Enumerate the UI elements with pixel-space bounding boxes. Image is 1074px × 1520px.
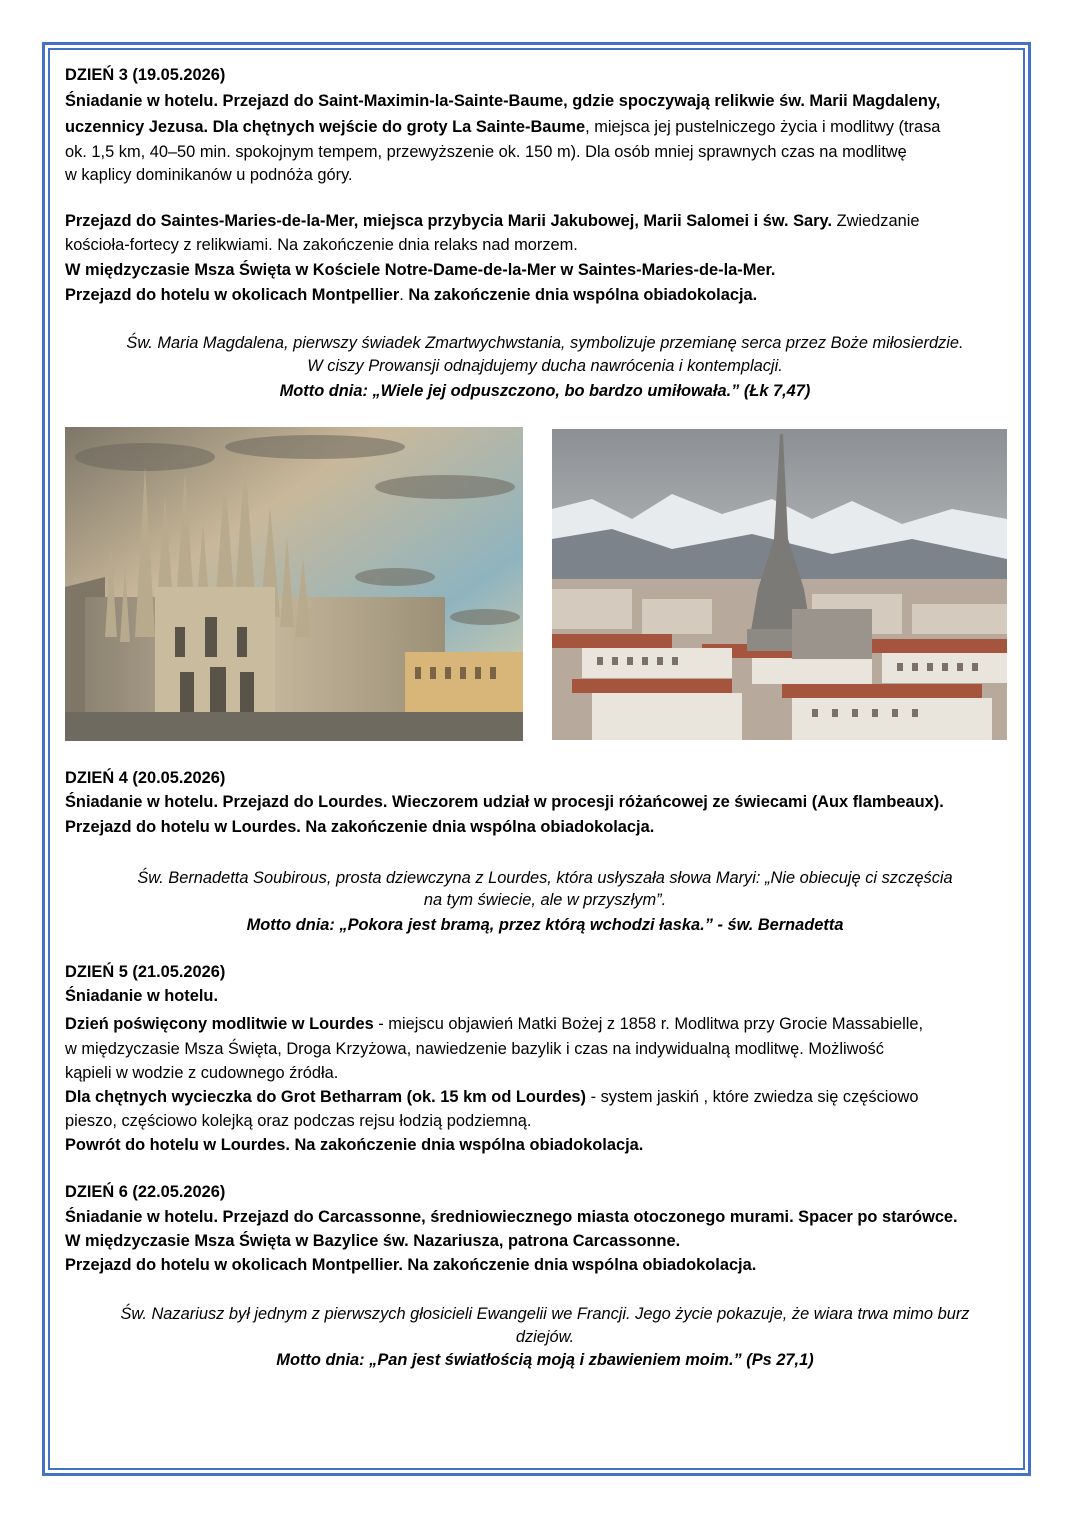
day-6-reflection: dziejów. xyxy=(515,1328,575,1346)
day-3-heading: DZIEŃ 3 (19.05.2026) xyxy=(65,66,226,84)
day-3-line: Przejazd do Saintes-Maries-de-la-Mer, miejsca przybycia Marii Jakubowej, Marii Salomei i św. Sary. Zwiedzanie xyxy=(65,212,920,230)
day-3-line: w kaplicy dominikanów u podnóża góry. xyxy=(65,166,353,184)
day-6-reflection: Św. Nazariusz był jednym z pierwszych głosicieli Ewangelii we Francji. Jego życie pokazuje, że wiara trwa mimo burz xyxy=(120,1305,970,1323)
day-3-reflection: Św. Maria Magdalena, pierwszy świadek Zmartwychwstania, symbolizuje przemianę serca przez Boże miłosierdzie. xyxy=(126,334,964,352)
day-5-line: Powrót do hotelu w Lourdes. Na zakończenie dnia wspólna obiadokolacja. xyxy=(65,1136,644,1154)
day-6-line: Przejazd do hotelu w okolicach Montpellier. Na zakończenie dnia wspólna obiadokolacja. xyxy=(65,1256,757,1274)
day-5-heading: DZIEŃ 5 (21.05.2026) xyxy=(65,963,226,981)
day-6-line: Śniadanie w hotelu. Przejazd do Carcassonne, średniowiecznego miasta otoczonego murami. Spacer po starówce. xyxy=(65,1208,958,1226)
day-5-line: Śniadanie w hotelu. xyxy=(65,987,218,1005)
day-3-line: ok. 1,5 km, 40–50 min. spokojnym tempem, przewyższenie ok. 150 m). Dla osób mniej sprawnych czas na modlitwę xyxy=(65,143,907,161)
day-4-reflection: Św. Bernadetta Soubirous, prosta dziewczyna z Lourdes, która usłyszała słowa Maryi: „Nie obiecuję ci szczęścia xyxy=(137,869,953,887)
day-5-line: Dzień poświęcony modlitwie w Lourdes - miejscu objawień Matki Bożej z 1858 r. Modlitwa przy Grocie Massabielle, xyxy=(65,1015,924,1033)
day-3-line: W międzyczasie Msza Święta w Kościele Notre-Dame-de-la-Mer w Saintes-Maries-de-la-Mer. xyxy=(65,261,776,279)
day-6-heading: DZIEŃ 6 (22.05.2026) xyxy=(65,1183,226,1201)
turin-skyline-photo xyxy=(552,429,1007,740)
day-3-line: kościoła-fortecy z relikwiami. Na zakończenie dnia relaks nad morzem. xyxy=(65,236,578,254)
day-4-heading: DZIEŃ 4 (20.05.2026) xyxy=(65,769,226,787)
day-5-line: Dla chętnych wycieczka do Grot Betharram (ok. 15 km od Lourdes) - system jaskiń , które zwiedza się częściowo xyxy=(65,1088,919,1106)
day-6-line: W międzyczasie Msza Święta w Bazylice św. Nazariusza, patrona Carcassonne. xyxy=(65,1232,681,1250)
day-4-line: Śniadanie w hotelu. Przejazd do Lourdes. Wieczorem udział w procesji różańcowej ze świecami (Aux flambeaux). xyxy=(65,793,944,811)
day-3-motto: Motto dnia: „Wiele jej odpuszczono, bo bardzo umiłowała.” (Łk 7,47) xyxy=(279,382,811,400)
day-3-line: uczennicy Jezusa. Dla chętnych wejście do groty La Sainte-Baume, miejsca jej pustelniczego życia i modlitwy (trasa xyxy=(65,118,941,136)
day-4-reflection: na tym świecie, ale w przyszłym”. xyxy=(423,891,667,909)
day-4-line: Przejazd do hotelu w Lourdes. Na zakończenie dnia wspólna obiadokolacja. xyxy=(65,818,655,836)
day-4-motto: Motto dnia: „Pokora jest bramą, przez którą wchodzi łaska.” - św. Bernadetta xyxy=(246,916,844,934)
day-5-line: pieszo, częściowo kolejką oraz podczas rejsu łodzią podziemną. xyxy=(65,1112,532,1130)
day-3-reflection: W ciszy Prowansji odnajdujemy ducha nawrócenia i kontemplacji. xyxy=(307,357,783,375)
milan-cathedral-photo xyxy=(65,427,523,741)
day-3-line: Śniadanie w hotelu. Przejazd do Saint-Maximin-la-Sainte-Baume, gdzie spoczywają relikwie św. Marii Magdaleny, xyxy=(65,92,941,110)
day-5-line: kąpieli w wodzie z cudownego źródła. xyxy=(65,1064,339,1082)
day-3-line: Przejazd do hotelu w okolicach Montpellier. Na zakończenie dnia wspólna obiadokolacja. xyxy=(65,286,758,304)
day-6-motto: Motto dnia: „Pan jest światłością moją i zbawieniem moim.” (Ps 27,1) xyxy=(276,1351,814,1369)
day-5-line: w międzyczasie Msza Święta, Droga Krzyżowa, nawiedzenie bazylik i czas na indywidualną modlitwę. Możliwość xyxy=(65,1040,884,1058)
